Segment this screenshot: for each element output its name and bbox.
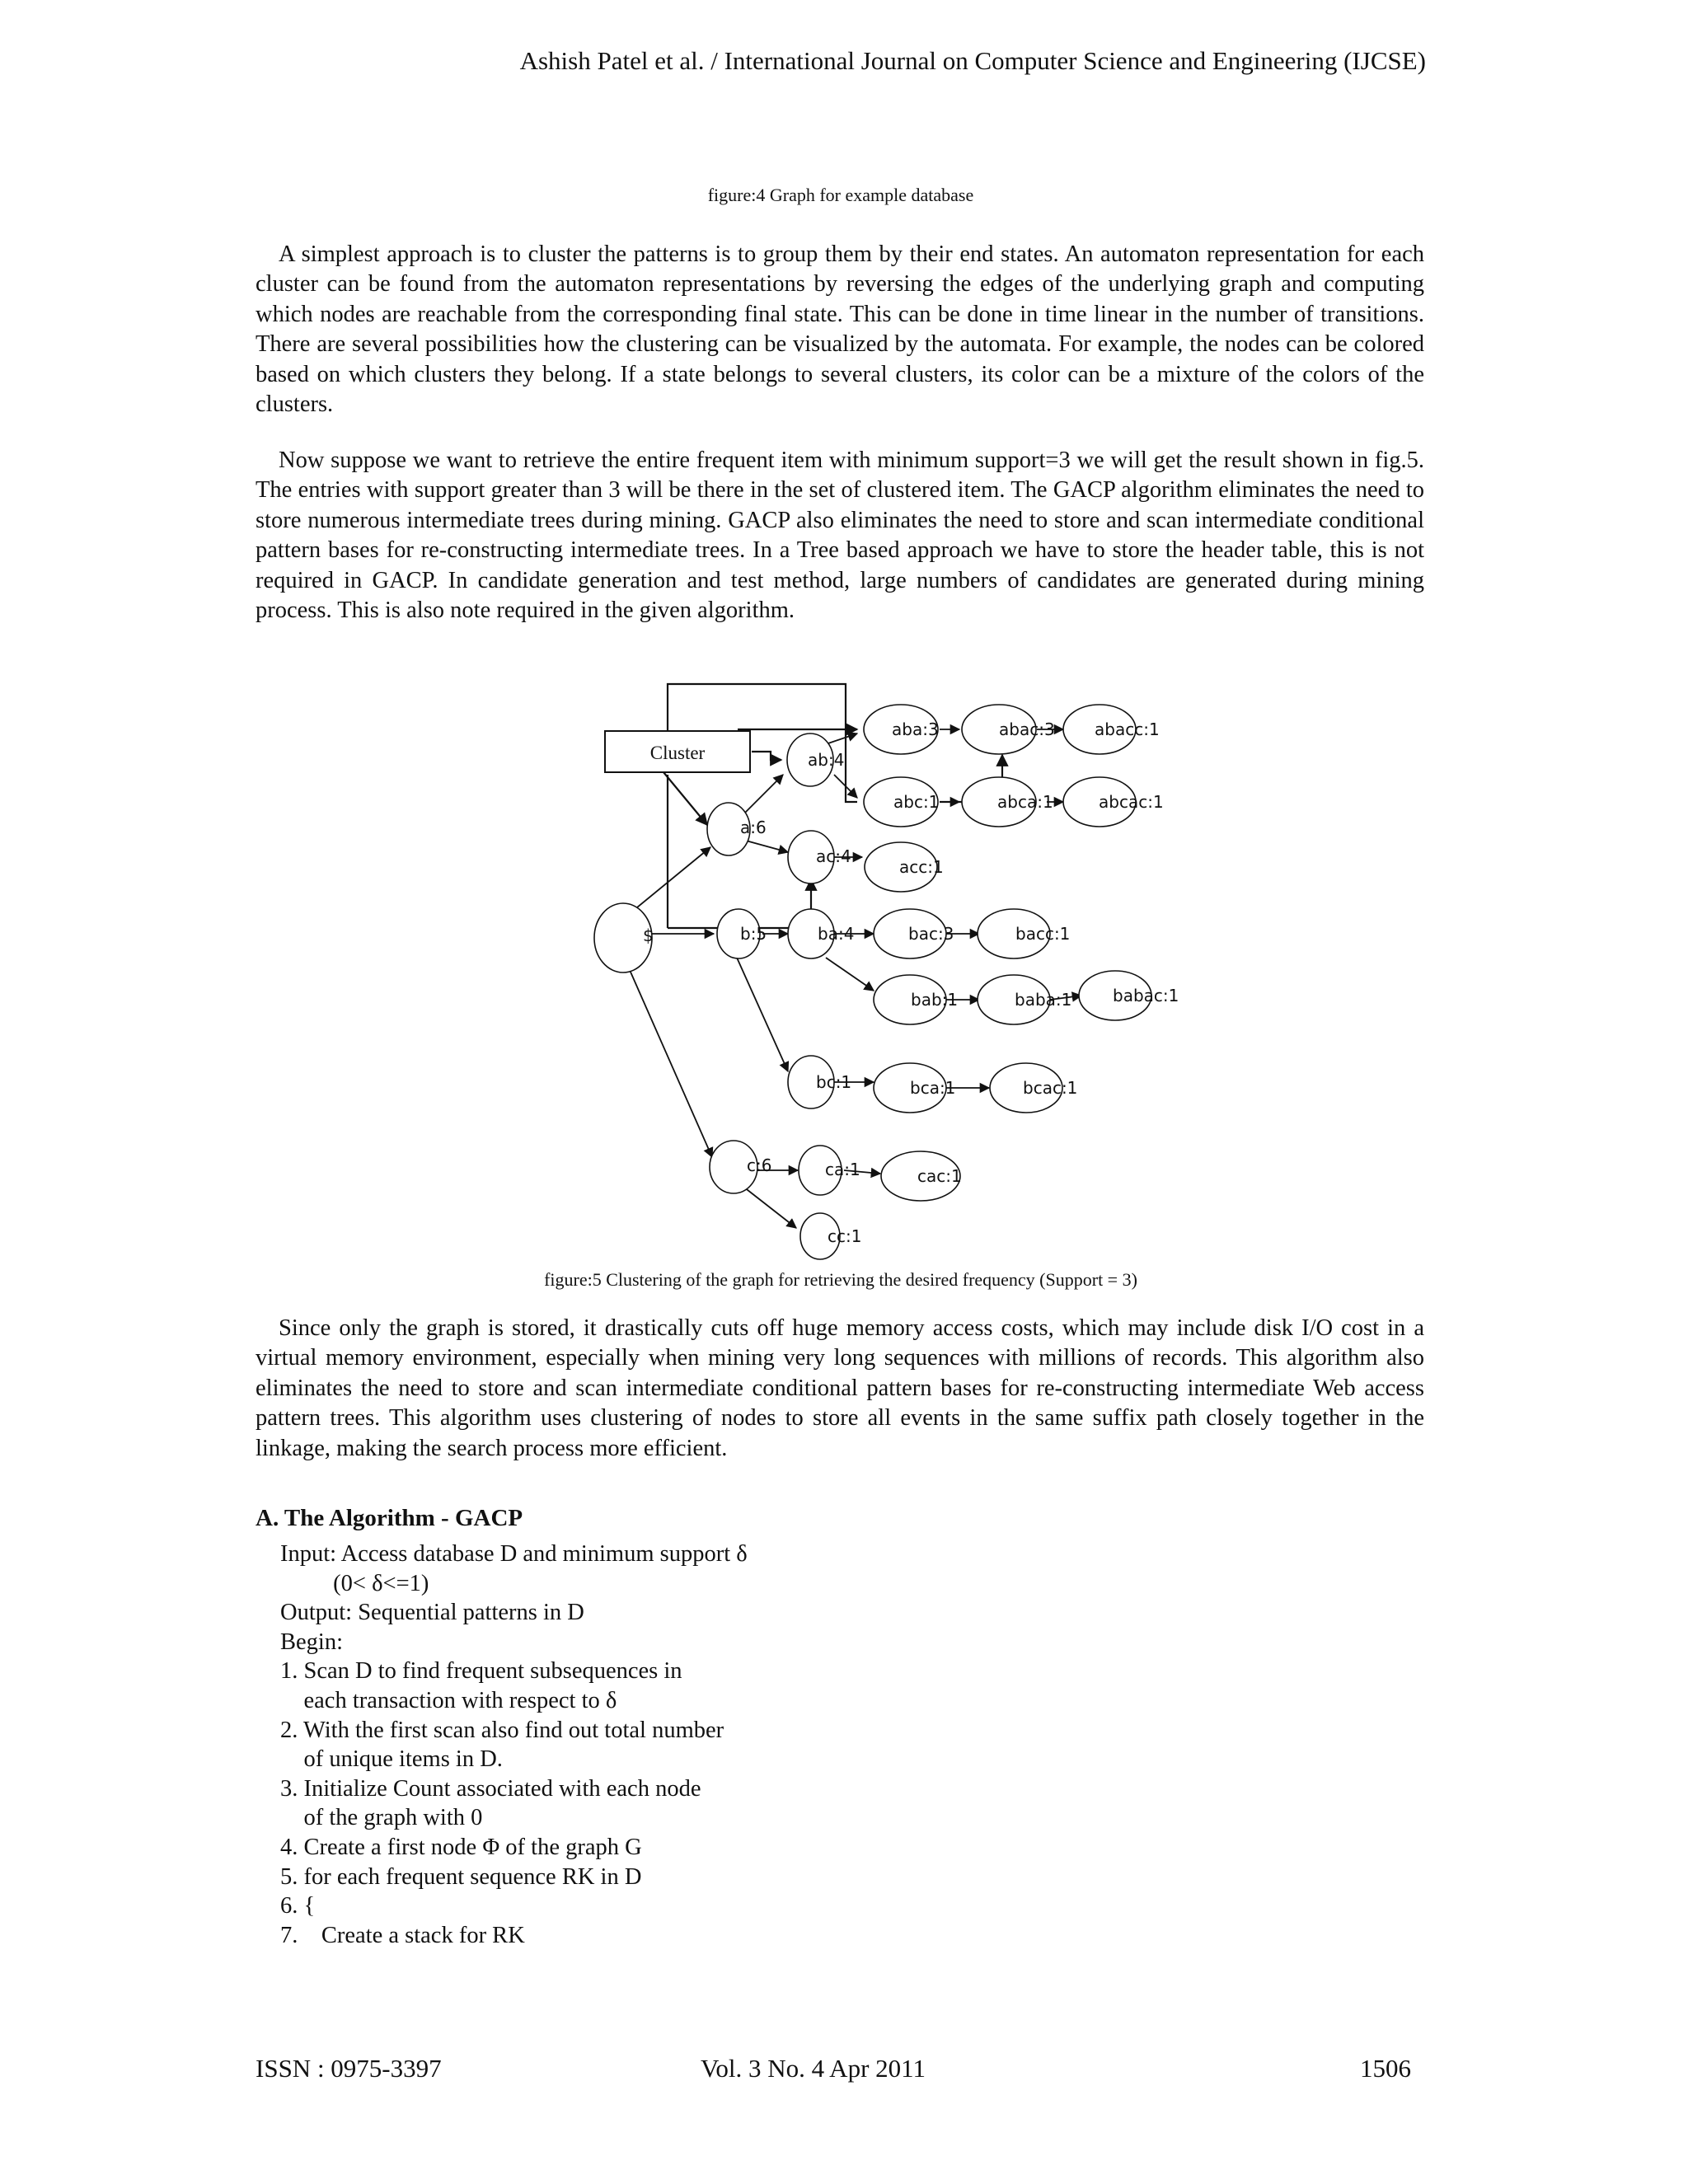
footer-issn: ISSN : 0975-3397	[256, 2054, 442, 2083]
paragraph-memory: Since only the graph is stored, it drastically cuts off huge memory access costs, which may include disk I/O cost in a virtual memory environment, especially when mining very long sequences with millions of records. This algorithm also eliminates the need to store and scan intermediate conditional pattern bases for re-constructing intermediate Web access pattern trees. This algorithm uses clustering of nodes to store all events in the same suffix path closely together in the linkage, making the search process more efficient.	[256, 1315, 1424, 1461]
algorithm-line: each transaction with respect to δ	[280, 1687, 617, 1713]
label-a6: a:6	[740, 818, 767, 837]
figure4-caption: figure:4 Graph for example database	[707, 185, 974, 205]
label-bacc1: bacc:1	[1015, 924, 1071, 944]
paragraph-clustering: A simplest approach is to cluster the patterns is to group them by their end states. An automaton representation for each cluster can be found from the automaton representations by reversing the edges of the underlying graph and computing which nodes are reachable from the corresponding final state. This can be done in time linear in the number of transitions. There are several possibilities how the clustering can be visualized by the automata. For example, the nodes can be colored based on which clusters they belong. If a state belongs to several clusters, its color can be a mixture of the colors of the clusters.	[256, 241, 1424, 418]
label-abac3: abac:3	[999, 719, 1055, 739]
footer-page-number: 1506	[1360, 2054, 1411, 2083]
label-baba1: baba:1	[1015, 990, 1072, 1010]
section-heading: A. The Algorithm - GACP	[256, 1505, 523, 1531]
algorithm-line: 2. With the first scan also find out total number	[280, 1717, 724, 1743]
label-c6: c:6	[747, 1155, 772, 1175]
label-acc1: acc:1	[899, 857, 944, 877]
label-cac1: cac:1	[917, 1166, 962, 1186]
label-cc1: cc:1	[828, 1226, 862, 1246]
label-abca1: abca:1	[997, 792, 1053, 812]
label-abacc1: abacc:1	[1095, 719, 1160, 739]
cluster-outline	[663, 684, 1002, 928]
paragraph-support: Now suppose we want to retrieve the entire frequent item with minimum support=3 we will get the result shown in fig.5. The entries with support greater than 3 will be there in the set of clustered item. The GACP algorithm eliminates the need to store numerous intermediate trees during mining. GACP also eliminates the need to store and scan intermediate conditional pattern bases for re-constructing intermediate trees. In a Tree based approach we have to store the header table, this is not required in GACP. In candidate generation and test method, large numbers of candidates are generated during mining process. This is also note required in the given algorithm.	[256, 448, 1424, 624]
label-abc1: abc:1	[893, 792, 940, 812]
cluster-label: Cluster	[649, 743, 706, 763]
algorithm-line: (0< δ<=1)	[280, 1570, 429, 1596]
label-ca1: ca:1	[825, 1160, 860, 1179]
figure5-caption: figure:5 Clustering of the graph for retrieving the desired frequency (Support = 3)	[544, 1269, 1137, 1290]
algorithm-line: of unique items in D.	[280, 1746, 503, 1773]
label-ac4: ac:4	[816, 846, 851, 866]
algorithm-line: 7. Create a stack for RK	[280, 1922, 525, 1948]
label-bca1: bca:1	[910, 1078, 956, 1098]
label-ba4: ba:4	[818, 924, 855, 944]
label-abcac1: abcac:1	[1099, 792, 1164, 812]
algorithm-line: Input: Access database D and minimum support δ	[280, 1541, 748, 1567]
algorithm-line: 1. Scan D to find frequent subsequences in	[280, 1658, 682, 1685]
algorithm-line: Begin:	[280, 1629, 343, 1655]
label-bc1: bc:1	[816, 1072, 852, 1092]
algorithm-line: of the graph with 0	[280, 1805, 483, 1831]
label-bac3: bac:3	[908, 924, 954, 944]
label-bab1: bab:1	[911, 990, 959, 1010]
algorithm-line: 5. for each frequent sequence RK in D	[280, 1863, 642, 1890]
footer-volume: Vol. 3 No. 4 Apr 2011	[701, 2054, 926, 2083]
algorithm-line: 3. Initialize Count associated with each node	[280, 1775, 701, 1802]
algorithm-line: 4. Create a first node Φ of the graph G	[280, 1834, 642, 1860]
algorithm-line: 6. {	[280, 1893, 316, 1919]
label-ab4: ab:4	[808, 750, 845, 770]
label-babac1: babac:1	[1113, 986, 1179, 1005]
algorithm-listing	[280, 1540, 748, 1950]
algorithm-line: Output: Sequential patterns in D	[280, 1600, 584, 1626]
label-bcac1: bcac:1	[1023, 1078, 1078, 1098]
running-header: Ashish Patel et al. / International Journal on Computer Science and Engineering (IJCSE)	[519, 46, 1426, 75]
label-b5: b:5	[740, 924, 767, 944]
label-root: $	[643, 926, 654, 945]
label-aba3: aba:3	[892, 719, 939, 739]
